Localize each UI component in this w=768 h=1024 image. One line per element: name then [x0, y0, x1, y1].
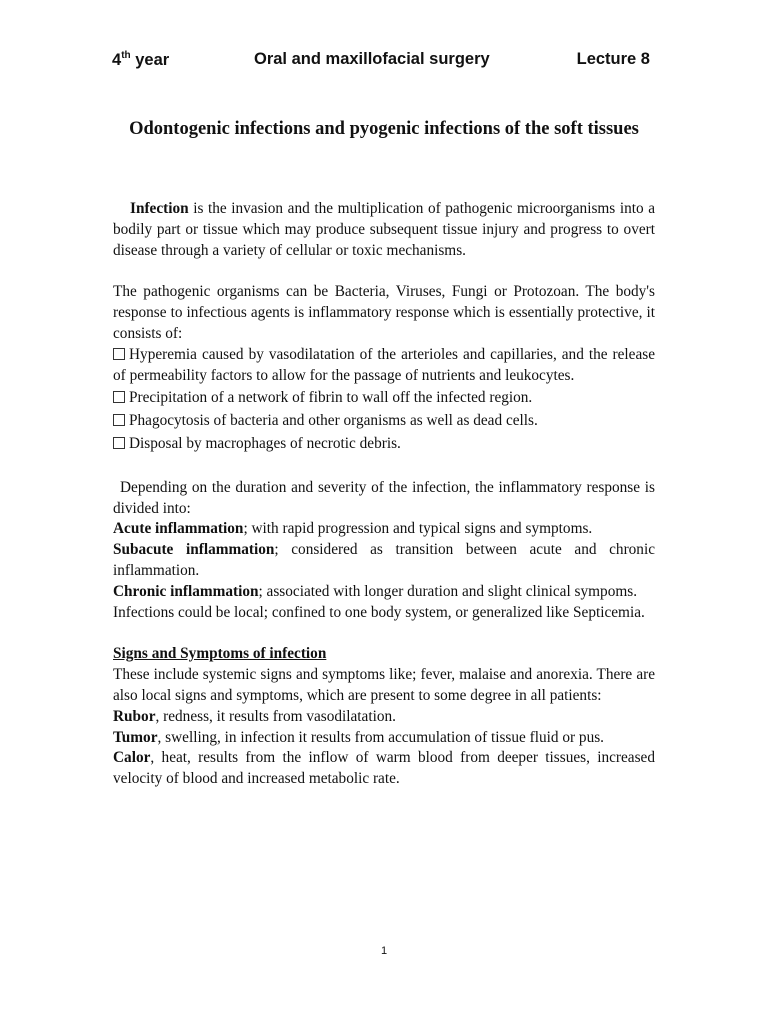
year-label: 4th year: [112, 50, 170, 69]
list-item: Disposal by macrophages of necrotic debris.: [113, 434, 655, 455]
page-number: 1: [380, 945, 388, 957]
course-title: Oral and maxillofacial surgery: [254, 50, 490, 68]
duration-intro: Depending on the duration and severity of the infection, the inflammatory response is divided into:: [113, 478, 655, 517]
inflammation-chronic: Chronic inflammation; associated with longer duration and slight clinical sympoms.: [113, 582, 638, 600]
infection-term: Infection: [130, 200, 189, 217]
inflammation-subacute: Subacute inflammation; considered as transition between acute and chronic inflammation.: [113, 541, 655, 579]
page-header: [112, 46, 650, 74]
list-item: Precipitation of a network of fibrin to wall off the infected region.: [113, 388, 655, 409]
bullet-box-icon: [113, 437, 125, 449]
pathogens-paragraph: The pathogenic organisms can be Bacteria, Viruses, Fungi or Protozoan. The body's response to infectious agents is inflammatory response which is essentially protective, it consists of:: [113, 283, 655, 342]
bullet-box-icon: [113, 414, 125, 426]
document-body: [113, 199, 655, 790]
list-item: Phagocytosis of bacteria and other organisms as well as dead cells.: [113, 411, 655, 432]
bullet-box-icon: [113, 391, 125, 403]
document-title: Odontogenic infections and pyogenic infections of the soft tissues: [129, 119, 639, 139]
sign-calor: Calor, heat, results from the inflow of warm blood from deeper tissues, increased velocity of blood and increased metabolic rate.: [113, 749, 655, 788]
infection-definition: Infection is the invasion and the multiplication of pathogenic microorganisms into a bodily part or tissue which may produce subsequent tissue injury and progress to overt disease through a variety of cellular or toxic mechanisms.: [113, 200, 655, 259]
sign-tumor: Tumor, swelling, in infection it results from accumulation of tissue fluid or pus.: [113, 728, 605, 746]
list-item: Hyperemia caused by vasodilatation of the arterioles and capillaries, and the release of permeability factors to allow for the passage of nutrients and leukocytes.: [113, 345, 655, 384]
signs-intro: These include systemic signs and symptoms like; fever, malaise and anorexia. There are also local signs and symptoms, which are present to some degree in all patients:: [113, 666, 655, 704]
lecture-number: Lecture 8: [576, 50, 650, 68]
local-general-paragraph: Infections could be local; confined to one body system, or generalized like Septicemia.: [113, 603, 645, 621]
sign-rubor: Rubor, redness, it results from vasodilatation.: [113, 707, 396, 725]
signs-heading: Signs and Symptoms of infection: [113, 645, 327, 663]
bullet-box-icon: [113, 348, 125, 360]
inflammation-acute: Acute inflammation; with rapid progression and typical signs and symptoms.: [113, 520, 593, 538]
